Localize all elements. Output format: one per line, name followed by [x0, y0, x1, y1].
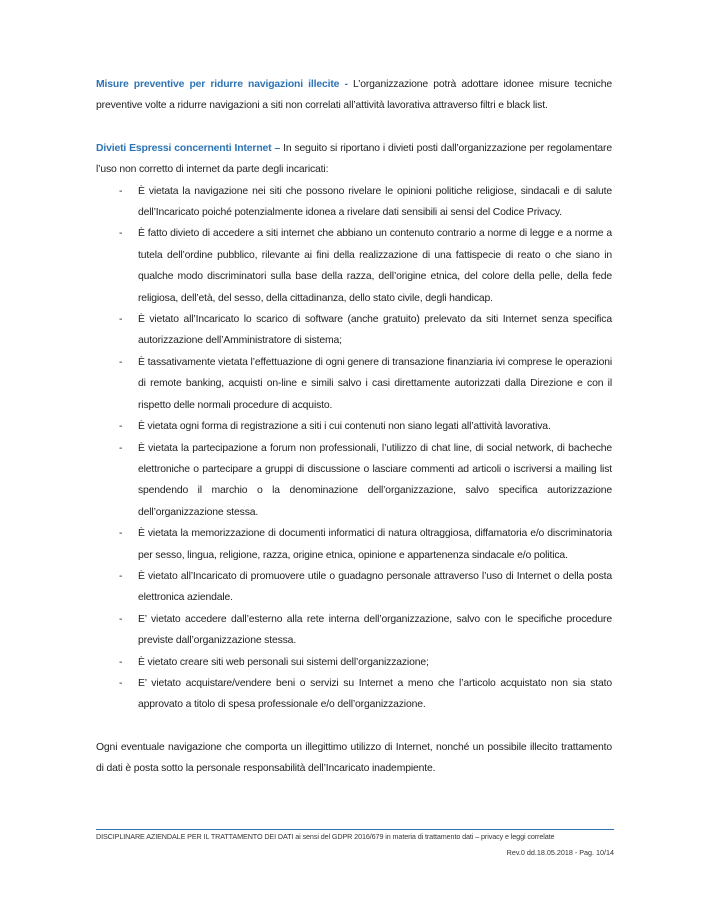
list-item-text: È vietato creare siti web personali sui sistemi dell’organizzazione;	[138, 656, 429, 668]
section-internet-prohibitions	[96, 138, 612, 181]
bullet-dash: -	[119, 613, 123, 625]
closing-paragraph: Ogni eventuale navigazione che comporta un illegittimo utilizzo di Internet, nonché un possibile illecito trattamento di dati è posta sotto la personale responsabilità dell’Incaricato inadempiente.	[96, 741, 612, 775]
list-item-text: È vietata la partecipazione a forum non professionali, l’utilizzo di chat line, di social network, di bacheche elettroniche o partecipare a gruppi di discussione o lasciare commenti ad articoli o iscriversi a mailing list spendendo il marchio o la denominazione dell’organizzazione, salvo specifica autorizzazione dell’organizzazione stessa.	[138, 442, 612, 518]
section-text-internet-prohibitions: In seguito si riportano i divieti posti dall’organizzazione per regolamentare l’uso non corretto di internet da parte degli incaricati:	[96, 142, 612, 176]
bullet-dash: -	[119, 314, 123, 326]
bullet-dash: -	[119, 421, 123, 433]
footer-revision: Rev.0 dd.18.05.2018 - Pag. 10/14	[506, 848, 614, 857]
bullet-dash: -	[119, 356, 123, 368]
bullet-dash: -	[119, 528, 123, 540]
bullet-dash: -	[119, 656, 123, 668]
list-item	[96, 523, 612, 566]
list-item	[96, 352, 612, 416]
list-item-text: È vietata ogni forma di registrazione a siti i cui contenuti non siano legati all’attività lavorativa.	[138, 421, 551, 433]
section-heading-preventive-measures: Misure preventive per ridurre navigazioni illecite -	[96, 79, 348, 90]
footer-title: DISCIPLINARE AZIENDALE PER IL TRATTAMENTO DEI DATI ai sensi del GDPR 2016/679 in materia di trattamento dati – privacy e leggi correlate	[96, 832, 555, 841]
section-text-preventive-measures: L’organizzazione potrà adottare idonee misure tecniche preventive volte a ridurre navigazioni a siti non correlati all’attività lavorativa attraverso filtri e black list.	[96, 79, 612, 112]
bullet-dash: -	[119, 677, 123, 689]
section-preventive-measures	[96, 74, 612, 117]
list-item	[96, 438, 612, 524]
list-item	[96, 223, 612, 309]
list-item-text: È vietata la navigazione nei siti che possono rivelare le opinioni politiche religiose, sindacali e di salute dell’Incaricato poiché potenzialmente idonea a rivelare dati sensibili ai sensi del Codice Privacy.	[138, 185, 612, 219]
document-body	[96, 74, 612, 780]
list-item-text: È vietato all’Incaricato lo scarico di software (anche gratuito) prelevato da siti Internet senza specifica autorizzazione dell’Amministratore di sistema;	[138, 314, 612, 347]
list-item-text: È vietato all’Incaricato di promuovere utile o guadagno personale attraverso l’uso di Internet o della posta elettronica aziendale.	[138, 570, 612, 604]
section-heading-internet-prohibitions: Divieti Espressi concernenti Internet –	[96, 142, 281, 154]
bullet-dash: -	[119, 442, 123, 454]
list-item-text: E’ vietato accedere dall’esterno alla rete interna dell’organizzazione, salvo con le specifiche procedure previste dall’organizzazione stessa.	[138, 613, 612, 647]
bullet-dash: -	[119, 185, 123, 197]
list-item	[96, 609, 612, 652]
list-item-text: È vietata la memorizzazione di documenti informatici di natura oltraggiosa, diffamatoria e/o discriminatoria per sesso, lingua, religione, razza, origine etnica, opinione e appartenenza sindacale e/o politica.	[138, 528, 612, 561]
prohibitions-list	[96, 181, 612, 716]
list-item	[96, 652, 612, 673]
list-item-text: È fatto divieto di accedere a siti internet che abbiano un contenuto contrario a norme di legge e a norme a tutela dell’ordine pubblico, rilevante ai fini della realizzazione di una fattispecie di reato o che siano in qualche modo discriminatori sulla base della razza, dell’origine etnica, del colore della pelle, della fede religiosa, dell’età, del sesso, della cittadinanza, dello stato civile, degli handicap.	[138, 228, 612, 304]
list-item-text: E’ vietato acquistare/vendere beni o servizi su Internet a meno che l’articolo acquistato non sia stato approvato a titolo di spesa professionale e/o dell’organizzazione.	[138, 677, 612, 711]
list-item	[96, 566, 612, 609]
bullet-dash: -	[119, 228, 123, 240]
footer-divider	[96, 829, 614, 830]
list-item-text: È tassativamente vietata l’effettuazione di ogni genere di transazione finanziaria ivi comprese le operazioni di remote banking, acquisti on-line e simili salvo i casi direttamente autorizzati dalla Direzione e con il rispetto delle normali procedure di acquisto.	[138, 356, 612, 411]
list-item	[96, 181, 612, 224]
list-item	[96, 309, 612, 352]
list-item	[96, 416, 612, 437]
bullet-dash: -	[119, 570, 123, 582]
list-item	[96, 673, 612, 716]
